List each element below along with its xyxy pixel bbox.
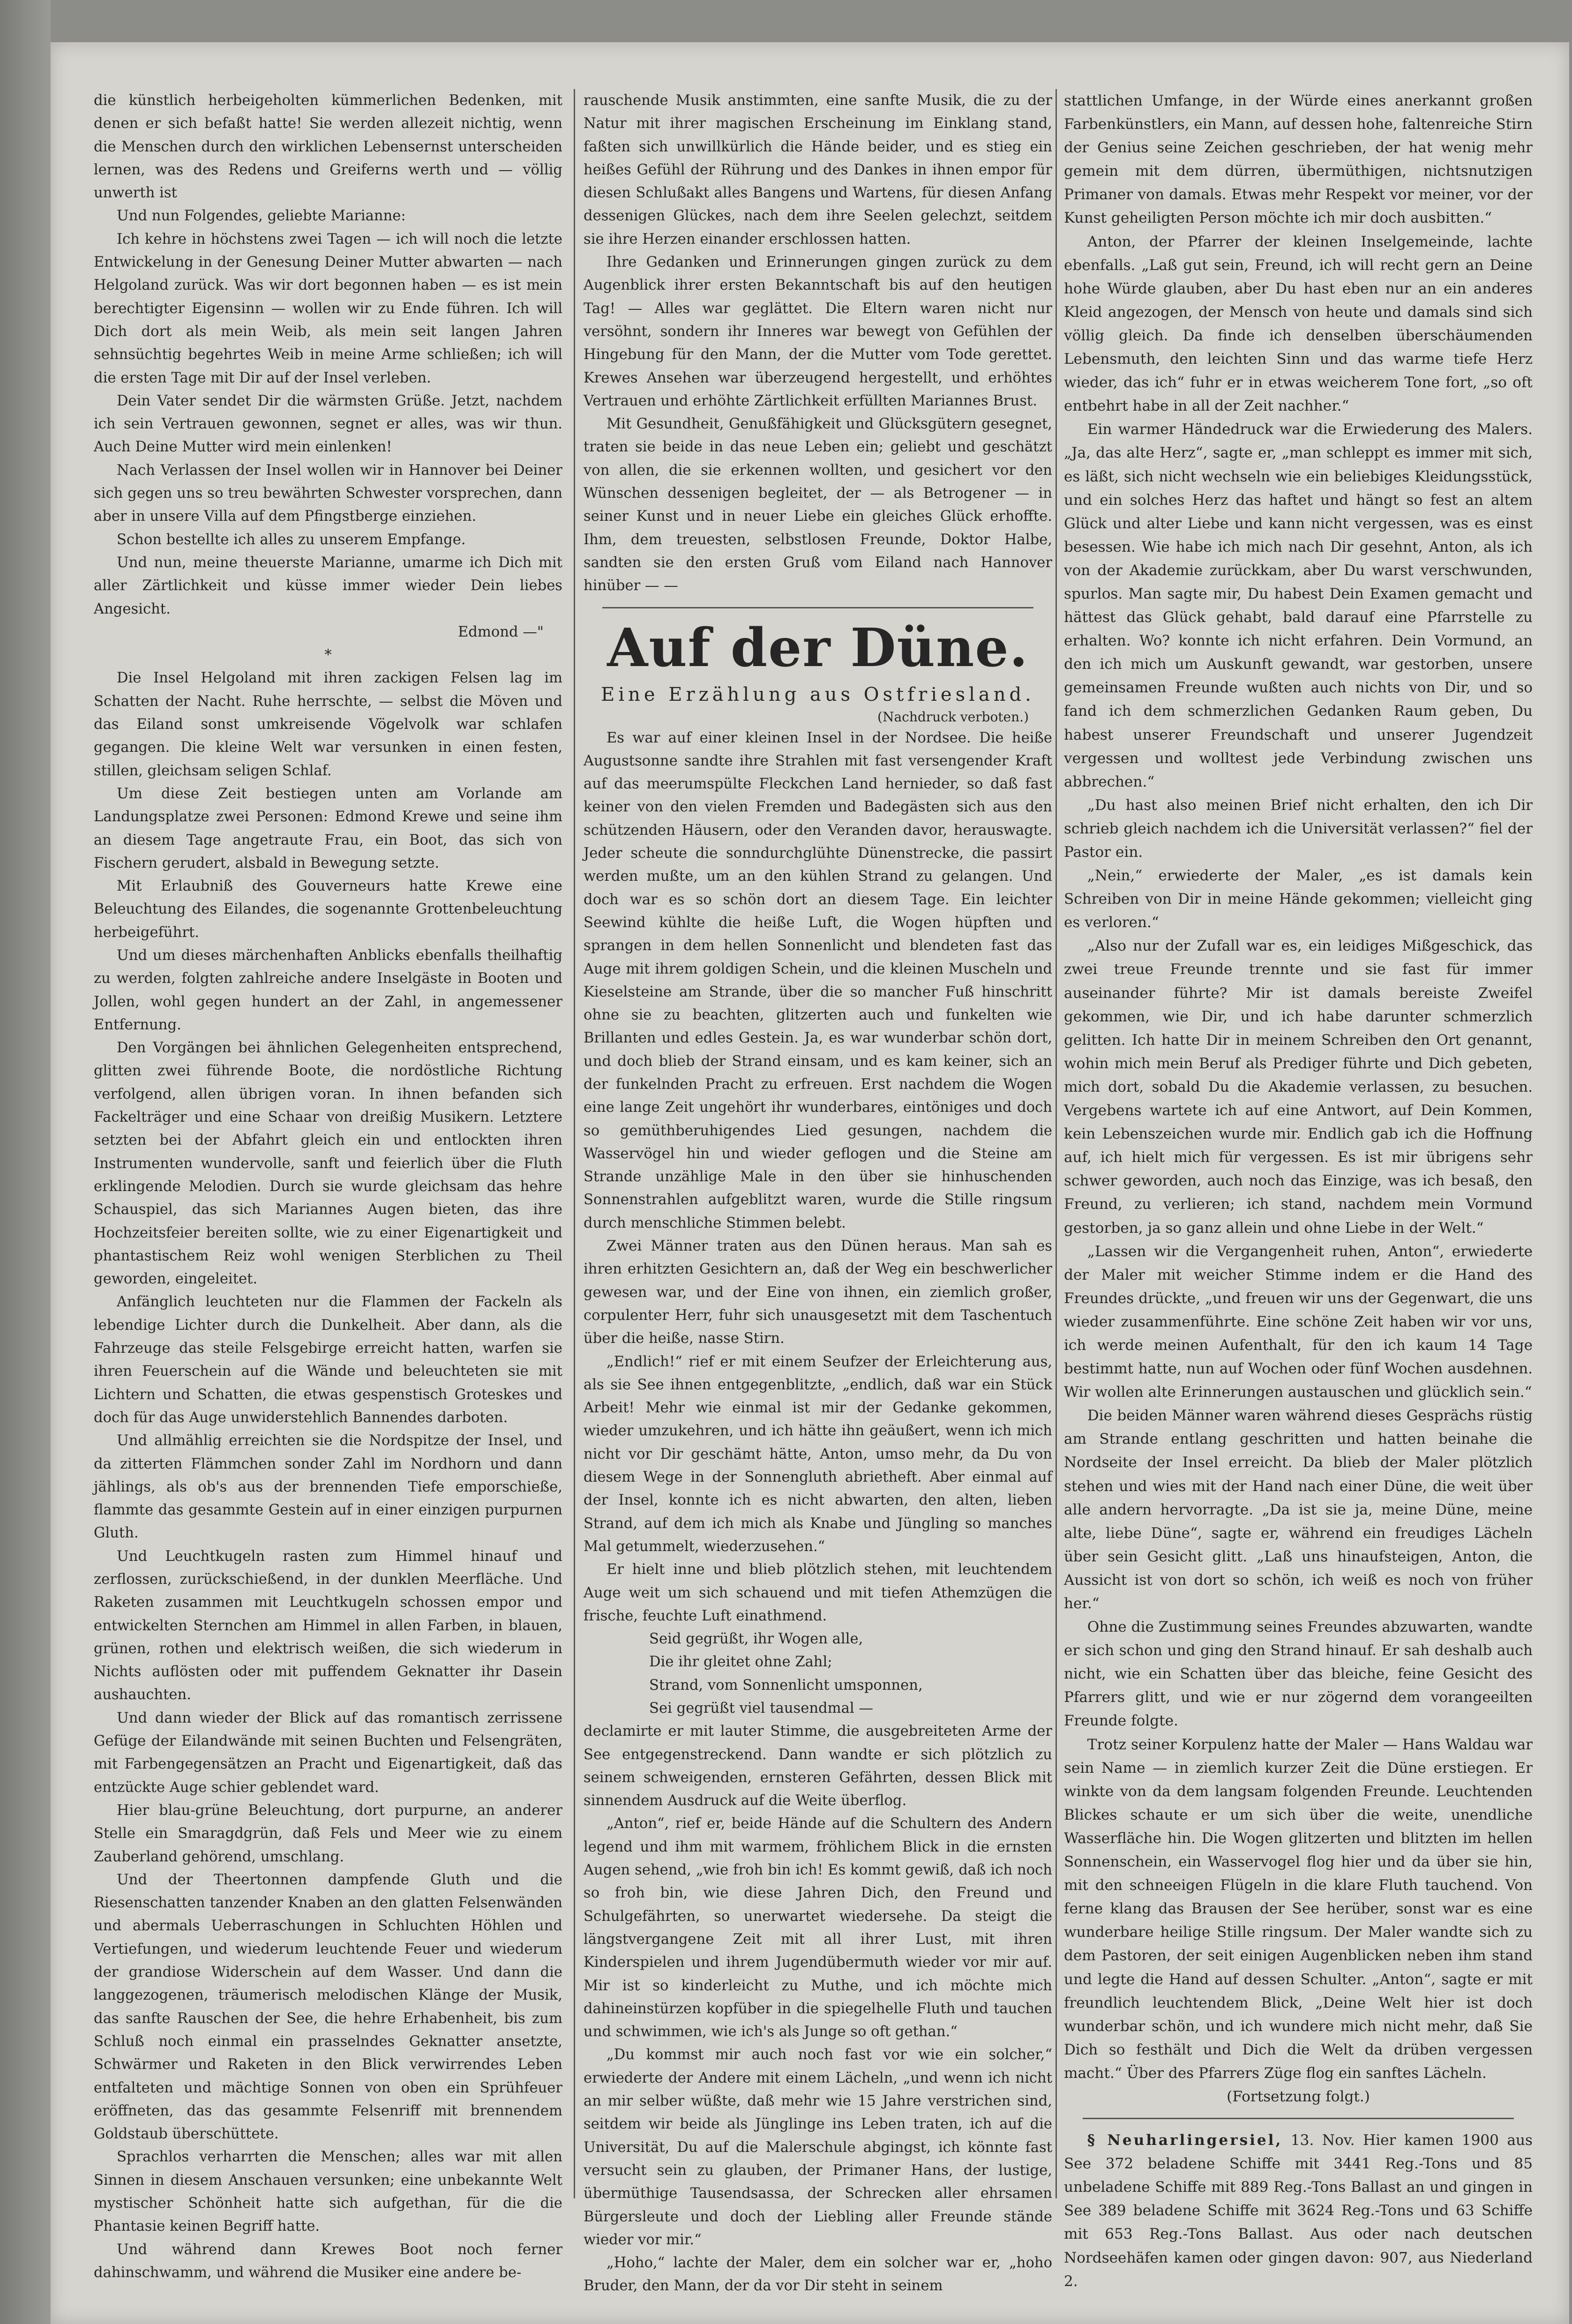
page-edge-shadow xyxy=(0,0,51,2324)
news-item xyxy=(1064,2129,1533,2293)
letter-signature: Edmond —" xyxy=(457,623,544,640)
paragraph: Er hielt inne und blieb plötzlich stehen, mit leuchtendem Auge weit um sich schauend und mit tiefen Athemzügen die frische, feuchte Luft einathmend. xyxy=(584,1561,1052,1624)
column-middle xyxy=(584,89,1052,2298)
paragraph: Und während dann Krewes Boot noch ferner dahinschwamm, und während die Musiker eine andere be- xyxy=(94,2241,562,2281)
paragraph: Anton, der Pfarrer der kleinen Inselgemeinde, lachte ebenfalls. „Laß gut sein, Freund, ich will recht gern an Deine hohe Würde glauben, aber Du hast eben nur an ein anderes Kleid angezogen, der Mensch von heute und damals sind sich völlig gleich. Da finde ich denselben überschäumenden Lebensmuth, den leichten Sinn und das warme tiefe Herz wieder, das ich“ fuhr er in etwas weicherem Tone fort, „so oft entbehrt habe in all der Zeit nachher.“ xyxy=(1064,233,1533,415)
paragraph: Die beiden Männer waren während dieses Gesprächs rüstig am Strande entlang geschritten und hatten beinahe die Nordseite der Insel erreicht. Da blieb der Maler plötzlich stehen und wies mit der Hand nach einer Düne, die weit über alle andern hervorragte. „Da ist sie ja, meine Düne, meine alte, liebe Düne“, sagte er, während ein freudiges Lächeln über sein Gesicht glitt. „Laß uns hinaufsteigen, Anton, die Aussicht ist von dort so schön, ich weiß es noch von früher her.“ xyxy=(1064,1407,1533,1612)
paragraph: Und dann wieder der Blick auf das romantisch zerrissene Gefüge der Eilandwände mit seinen Buchten und Felsengräten, mit Farbengegensätzen an Pracht und Eigenartigkeit, daß das entzückte Auge schier geblendet ward. xyxy=(94,1709,562,1796)
paragraph: Es war auf einer kleinen Insel in der Nordsee. Die heiße Augustsonne sandte ihre Strahlen mit fast versengender Kraft auf das meerumspülte Fleckchen Land hernieder, so daß fast keiner von den vielen Fremden und Badegästen sich aus den schützenden Häusern, oder den Veranden davor, herauswagte. Jeder scheute die sonndurchglühte Dünenstrecke, die passirt werden mußte, um an den kühlen Strand zu gelangen. Und doch war es so schön dort an diesem Tage. Ein leichter Seewind kühlte die heiße Luft, die Wogen hüpften und sprangen in dem hellen Sonnenlicht und blendeten fast das Auge mit ihrem goldigen Schein, und die kleinen Muscheln und Kieselsteine am Strande, über die so mancher Fuß hinschritt ohne sie zu beachten, glitzerten auch und funkelten wie Brillanten und edles Gestein. Ja, es war wunderbar schön dort, und doch blieb der Strand einsam, und es kam keiner, sich an der funkelnden Pracht zu erfreuen. Erst nachdem die Wogen eine lange Zeit ungehört ihr wunderbares, eintöniges und doch so gemüthberuhigendes Lied gesungen, nachdem die Wasservögel hin und wieder geflogen und die Steine am Strande unzählige Male in den über sie hinhuschenden Sonnenstrahlen aufgeblitzt waren, wurde die Stille ringsum durch menschliche Stimmen belebt. xyxy=(584,729,1052,1231)
reprint-note: (Nachdruck verboten.) xyxy=(877,709,1029,725)
paragraph: Den Vorgängen bei ähnlichen Gelegenheiten entsprechend, glitten zwei führende Boote, die nordöstliche Richtung verfolgend, allen übrigen voran. In ihnen befanden sich Fackelträger und eine Schaar von dreißig Musikern. Letztere setzten bei der Abfahrt gleich ein und entlockten ihren Instrumenten wundervolle, sanft und feierlich über die Fluth erklingende Melodien. Durch sie wurde gleichsam das hehre Schauspiel, das sich Mariannes Augen bieten, das ihre Hochzeitsfeier bereiten sollte, wie zu einer Eigenartigkeit und phantastischem Reiz wohl wenigen Sterblichen zu Theil geworden, eingeleitet. xyxy=(94,1040,562,1288)
continuation-note: (Fortsetzung folgt.) xyxy=(1227,2088,1370,2105)
poem-line: Sei gegrüßt viel tausendmal — xyxy=(649,1700,873,1717)
section-divider xyxy=(602,607,1033,608)
paragraph: „Nein,“ erwiederte der Maler, „es ist damals kein Schreiben von Dir in meine Hände gekommen; vielleicht ging es verloren.“ xyxy=(1064,867,1533,931)
paragraph: Ein warmer Händedruck war die Erwiederung des Malers. „Ja, das alte Herz“, sagte er, „man schleppt es immer mit sich, es läßt, sich nicht wechseln wie ein beliebiges Kleidungsstück, und ein solches Herz das haftet und hängt so fest an altem Glück und alter Liebe und kann nicht vergessen, was es einst besessen. Wie habe ich mich nach Dir gesehnt, Anton, als ich von der Akademie zurückkam, aber Du warst verschwunden, spurlos. Man sagte mir, Du habest Dein Examen gemacht und hättest das Glück gehabt, bald darauf eine Pfarrstelle zu erhalten. Wo? konnte ich nicht erfahren. Dein Vormund, an den ich mich um Auskunft gewandt, war gestorben, unsere gemeinsamen Freunde wußten auch nichts von Dir, und so fand ich dem schmerzlichen Gedanken Raum geben, Du habest unserer Freundschaft und unserer Jugendzeit vergessen und wolltest jede Verbindung zwischen uns abbrechen.“ xyxy=(1064,421,1533,790)
paragraph: Zwei Männer traten aus den Dünen heraus. Man sah es ihren erhitzten Gesichtern an, daß der Weg ein beschwerlicher gewesen war, und der Eine von ihnen, ein ziemlich großer, corpulenter Herr, fuhr sich unausgesetzt mit dem Taschentuch über die heiße, nasse Stirn. xyxy=(584,1238,1052,1347)
paragraph: Hier blau-grüne Beleuchtung, dort purpurne, an anderer Stelle ein Smaragdgrün, daß Fels und Meer wie zu einem Zauberland gehörend, umschlang. xyxy=(94,1802,562,1865)
column-rule xyxy=(1055,89,1057,2198)
paragraph: Ohne die Zustimmung seines Freundes abzuwarten, wandte er sich schon und ging den Strand hinauf. Er sah deshalb auch nicht, wie ein Schatten über das bleiche, feine Gesicht des Pfarrers glitt, und wie er nur zögernd dem vorangeeilten Freunde folgte. xyxy=(1064,1619,1533,1730)
story-subtitle: Eine Erzählung aus Ostfriesland. xyxy=(601,683,1035,705)
section-divider xyxy=(1083,2118,1514,2119)
news-dateline: § Neuharlingersiel, xyxy=(1087,2132,1283,2149)
paragraph: Nach Verlassen der Insel wollen wir in Hannover bei Deiner sich gegen uns so treu bewährten Schwester vorsprechen, dann aber in unsere Villa auf dem Pfingstberge einziehen. xyxy=(94,462,562,525)
section-star: * xyxy=(324,647,332,664)
paragraph: Dein Vater sendet Dir die wärmsten Grüße. Jetzt, nachdem ich sein Vertrauen gewonnen, segnet er alles, was wir thun. Auch Deine Mutter wird mein einlenken! xyxy=(94,392,562,456)
paragraph: Und um dieses märchenhaften Anblicks ebenfalls theilhaftig zu werden, folgten zahlreiche andere Inselgäste in Booten und Jollen, wohl gegen hundert an der Zahl, in angemessener Entfernung. xyxy=(94,947,562,1033)
paragraph: Und nun Folgendes, geliebte Marianne: xyxy=(116,208,406,225)
paragraph: Ich kehre in höchstens zwei Tagen — ich will noch die letzte Entwickelung in der Genesung Deiner Mutter abwarten — nach Helgoland zurück. Was wir dort begonnen haben — es ist mein berechtigter Eigensinn — wollen wir zu Ende führen. Ich will Dich dort als mein Weib, als mein seit langen Jahren sehnsüchtig begehrtes Weib in meine Arme schließen; ich will die ersten Tage mit Dir auf der Insel verleben. xyxy=(94,231,562,386)
paragraph: Und allmählig erreichten sie die Nordspitze der Insel, und da zitterten Flämmchen sonder Zahl im Nordhorn und dann jählings, als ob's aus der brennenden Tiefe emporschieße, flammte das gesammte Gestein auf in einer einzigen purpurnen Gluth. xyxy=(94,1432,562,1542)
paragraph: „Also nur der Zufall war es, ein leidiges Mißgeschick, das zwei treue Freunde trennte und sie fast für immer auseinander führte? Mir ist damals bereiste Zweifel gekommen, wie Dir, und ich habe darunter schmerzlich gelitten. Ich hatte Dir in meinem Schreiben den Ort genannt, wohin mich mein Beruf als Prediger führte und Dich gebeten, mich dort, sobald Du die Akademie verlassen, zu besuchen. Vergebens wartete ich auf eine Antwort, auf Dein Kommen, kein Lebenszeichen wurde mir. Endlich gab ich die Hoffnung auf, ich hielt mich für vergessen. Es ist mir übrigens sehr schwer geworden, auch noch das Einzige, was ich besaß, den Freund, zu verlieren; ich stand, nachdem mein Vormund gestorben, ja so ganz allein und ohne Liebe in der Welt.“ xyxy=(1064,937,1533,1237)
paragraph: Trotz seiner Korpulenz hatte der Maler — Hans Waldau war sein Name — in ziemlich kurzer Zeit die Düne erstiegen. Er winkte von da dem langsam folgenden Freunde. Leuchtenden Blickes schaute er um sich über die weite, unendliche Wasserfläche hin. Die Wogen glitzerten und blitzten im hellen Sonnenschein, ein Wasservogel flog hier und da über sie hin, mit den schneeigen Flügeln in die klare Fluth tauchend. Von ferne klang das Brausen der See herüber, sonst war es eine wunderbare heilige Stille ringsum. Der Maler wandte sich zu dem Pastoren, der seit einigen Augenblicken neben ihm stand und legte die Hand auf dessen Schulter. „Anton“, sagte er mit freundlich leuchtendem Blick, „Deine Welt hier ist doch wunderbar schön, und ich wundere mich nicht mehr, daß Sie Dich so festhält und Dich die Welt da drüben vergessen macht.“ Über des Pfarrers Züge flog ein sanftes Lächeln. xyxy=(1064,1736,1533,2082)
paragraph: die künstlich herbeigeholten kümmerlichen Bedenken, mit denen er sich befaßt hatte! Sie werden allezeit nichtig, wenn die Menschen durch den wirklichen Lebensernst unterscheiden lernen, was des Redens und Greiferns werth und — völlig unwerth ist xyxy=(94,92,562,202)
paragraph: Und Leuchtkugeln rasten zum Himmel hinauf und zerflossen, zurückschießend, in der dunklen Meerfläche. Und Raketen zusammen mit Leuchtkugeln schossen empor und entwickelten Sternchen am Himmel in allen Farben, in blauen, grünen, rothen und elektrisch weißen, die sich wiederum in Nichts auflösten oder mit puffendem Geknatter ihr Dasein aushauchten. xyxy=(94,1548,562,1703)
paragraph: Sprachlos verharrten die Menschen; alles war mit allen Sinnen in diesem Anschauen versunken; eine unbekannte Welt mystischer Schönheit hatte sich aufgethan, für die die Phantasie keinen Begriff hatte. xyxy=(94,2149,562,2235)
paragraph: declamirte er mit lauter Stimme, die ausgebreiteten Arme der See entgegenstreckend. Dann wandte er sich plötzlich zu seinem schweigenden, ernsteren Gefährten, dessen Blick mit sinnendem Ausdruck auf die Weite überflog. xyxy=(584,1723,1052,1809)
paragraph: Und der Theertonnen dampfende Gluth und die Riesenschatten tanzender Knaben an den glatten Felsenwänden und abermals Ueberraschungen in Schluchten Höhlen und Vertiefungen, und wiederum leuchtende Feuer und wiederum der grandiose Widerschein auf dem Wasser. Und dann die langgezogenen, träumerisch melodischen Klänge der Musik, das sanfte Rauschen der See, die hehre Erhabenheit, bis zum Schluß noch einmal ein prasselndes Geknatter ansetzte, Schwärmer und Raketen in den Blick verwirrendes Leben entfalteten und mächtige Sonnen von oben ein Sprühfeuer eröffneten, das das gesammte Felsenriff mit brennendem Goldstaub überschüttete. xyxy=(94,1871,562,2143)
paragraph: „Anton“, rief er, beide Hände auf die Schultern des Andern legend und ihm mit warmem, fröhlichem Blick in die ernsten Augen sehend, „wie froh bin ich! Es kommt gewiß, daß ich noch so froh bin, wie diese Jahren Dich, den Freund und Schulgefährten, so unerwartet wiedersehe. Da steigt die längstvergangene Zeit mit all ihrer Lust, mit ihren Kinderspielen und ihrem Jugendübermuth wieder vor mir auf. Mir ist so kinderleicht zu Muthe, und ich möchte mich dahineinstürzen kopfüber in die spiegelhelle Fluth und tauchen und schwimmen, wie ich's als Junge so oft gethan.“ xyxy=(584,1815,1052,2040)
paragraph: „Du hast also meinen Brief nicht erhalten, den ich Dir schrieb gleich nachdem ich die Universität verlassen?“ fiel der Pastor ein. xyxy=(1064,796,1533,861)
poem-line: Die ihr gleitet ohne Zahl; xyxy=(649,1654,832,1671)
poem-line: Seid gegrüßt, ihr Wogen alle, xyxy=(649,1631,863,1648)
column-rule xyxy=(574,89,575,2198)
poem-line: Strand, vom Sonnenlicht umsponnen, xyxy=(649,1677,923,1694)
paragraph: Um diese Zeit bestiegen unten am Vorlande am Landungsplatze zwei Personen: Edmond Krewe und seine ihm an diesem Tage angetraute Frau, ein Boot, das sich von Fischern gerudert, alsbald in Bewegung setzte. xyxy=(94,785,562,871)
column-left xyxy=(94,89,562,2284)
paragraph: Und nun, meine theuerste Marianne, umarme ich Dich mit aller Zärtlichkeit und küsse immer wieder Dein liebes Angesicht. xyxy=(94,554,562,617)
paragraph: Mit Erlaubniß des Gouverneurs hatte Krewe eine Beleuchtung des Eilandes, die sogenannte Grottenbeleuchtung herbeigeführt. xyxy=(94,878,562,941)
paragraph: „Lassen wir die Vergangenheit ruhen, Anton“, erwiederte der Maler mit weicher Stimme indem er die Hand des Freundes drückte, „und freuen wir uns der Gegenwart, die uns wieder zusammenführte. Eine schöne Zeit haben wir vor uns, ich werde meinen Aufenthalt, für den ich kaum 14 Tage bestimmt hatte, nun auf Wochen oder fünf Wochen ausdehnen. Wir wollen alte Erinnerungen austauschen und glücklich sein.“ xyxy=(1064,1243,1533,1401)
paragraph: Mit Gesundheit, Genußfähigkeit und Glücksgütern gesegnet, traten sie beide in das neue Leben ein; geliebt und geschätzt von allen, die sie erkennen wollten, und gesichert vor den Wünschen dessenigen begleitet, der — als Betrogener — in seiner Kunst und in neuer Liebe ein gleiches Glück erhoffte. Ihm, dem treuesten, selbstlosen Freunde, Doktor Halbe, sandten sie den ersten Gruß vom Eiland nach Hannover hinüber — — xyxy=(584,416,1052,594)
paragraph: Schon bestellte ich alles zu unserem Empfange. xyxy=(116,531,466,548)
paragraph: „Hoho,“ lachte der Maler, dem ein solcher war er, „hoho Bruder, den Mann, der da vor Dir steht in seinem xyxy=(584,2255,1052,2294)
paragraph: Ihre Gedanken und Erinnerungen gingen zurück zu dem Augenblick ihrer ersten Bekanntschaft bis auf den heutigen Tag! — Alles war geglättet. Die Eltern waren nicht nur versöhnt, sondern ihr Inneres war bewegt von Gefühlen der Hingebung für den Mann, der die Mutter vom Tode gerettet. Krewes Ansehen war überzeugend hergestellt, und erhöhtes Vertrauen und erhöhte Zärtlichkeit erfüllten Mariannes Brust. xyxy=(584,254,1052,409)
paragraph: stattlichen Umfange, in der Würde eines anerkannt großen Farbenkünstlers, ein Mann, auf dessen hohe, faltenreiche Stirn der Genius seine Zeichen geschrieben, der hat wenig mehr gemein mit dem dürren, übermüthigen, nichtsnutzigen Primaner von damals. Etwas mehr Respekt vor meiner, vor der Kunst geheiligten Person möchte ich mir doch ausbitten.“ xyxy=(1064,92,1533,227)
news-text: 13. Nov. Hier kamen 1900 aus See 372 beladene Schiffe mit 3441 Reg.-Tons und 85 unbeladene Schiffe mit 889 Reg.-Tons Ballast an und gingen in See 389 beladene Schiffe mit 3624 Reg.-Tons und 63 Schiffe mit 653 Reg.-Tons Ballast. Aus oder nach deutschen Nordseehäfen kamen oder gingen davon: 907, aus Niederland 2. xyxy=(1064,2132,1533,2290)
paragraph: „Endlich!“ rief er mit einem Seufzer der Erleichterung aus, als sie See ihnen entgegenblitzte, „endlich, daß war ein Stück Arbeit! Mehr wie einmal ist mir der Gedanke gekommen, wieder umzukehren, und ich hätte ihn geäußert, wenn ich mich nicht vor Dir geschämt hätte, Anton, umso mehr, da Du von diesem Wege in der Sonnengluth abrietheft. Aber einmal auf der Insel, konnte ich es nicht abwarten, den alten, lieben Strand, auf dem ich mich als Knabe und Jüngling so manches Mal getummelt, wiederzusehen.“ xyxy=(584,1353,1052,1555)
paragraph: Die Insel Helgoland mit ihren zackigen Felsen lag im Schatten der Nacht. Ruhe herrschte, — selbst die Möven und das Eiland sonst umkreisende Vögelvolk war schlafen gegangen. Die kleine Welt war versunken in einen festen, stillen, gleichsam seligen Schlaf. xyxy=(94,670,562,779)
paragraph: rauschende Musik anstimmten, eine sanfte Musik, die zu der Natur mit ihrer magischen Erscheinung im Einklang stand, faßten sich unwillkürlich die Hände beider, und es stieg ein heißes Gefühl der Rührung und des Dankes in ihnen empor für diesen Schlußakt alles Bangens und Wartens, für diesen Anfang dessenigen Glückes, nach dem ihre Seelen gelechzt, seitdem sie ihre Herzen einander erschlossen hatten. xyxy=(584,92,1052,247)
column-right xyxy=(1064,89,1533,2293)
paragraph: Anfänglich leuchteten nur die Flammen der Fackeln als lebendige Lichter durch die Dunkelheit. Aber dann, als die Fahrzeuge das steile Felsgebirge erreicht hatten, warfen sie ihren Feuerschein auf die Wände und beleuchteten sie mit Lichtern und Schatten, die etwas gespenstisch Groteskes und doch für das Auge unwiderstehlich Bannendes darboten. xyxy=(94,1294,562,1426)
paragraph: „Du kommst mir auch noch fast vor wie ein solcher,“ erwiederte der Andere mit einem Lächeln, „und wenn ich nicht an mir selber wüßte, daß mehr wie 15 Jahre verstrichen sind, seitdem wir beide als Jünglinge ins Leben traten, ich auf die Universität, Du auf die Malerschule abgingst, ich könnte fast versucht sein zu glauben, der Primaner Hans, der lustige, übermüthige Tausendsassa, der Schrecken aller ehrsamen Bürgersleute und doch der Liebling aller Freunde stände wieder vor mir.“ xyxy=(584,2047,1052,2248)
story-title: Auf der Düne. xyxy=(607,617,1029,679)
